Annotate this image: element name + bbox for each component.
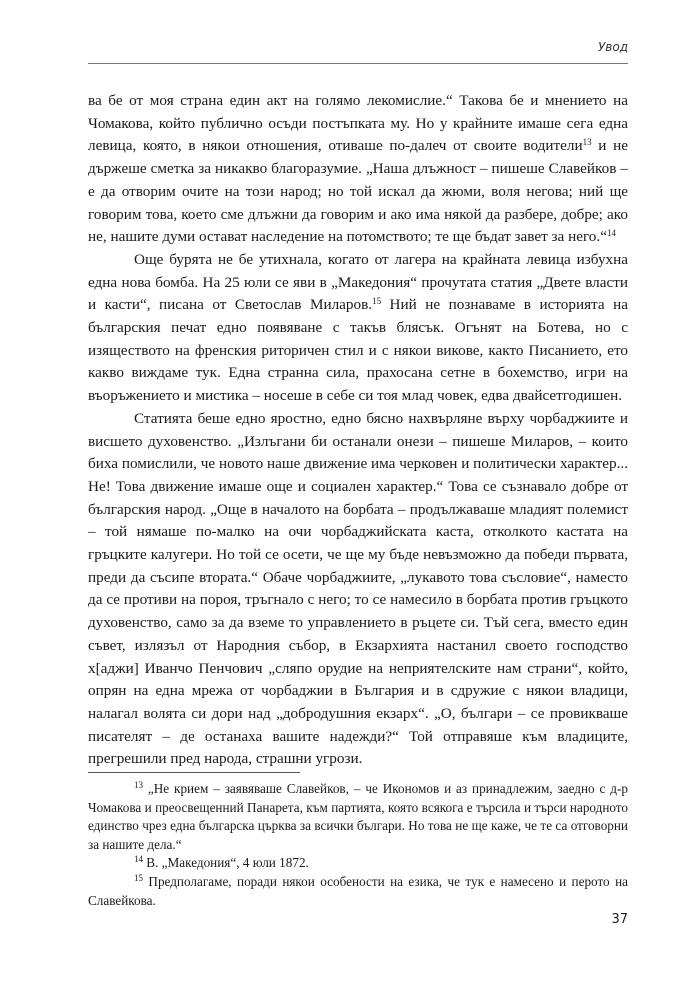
running-head: Увод — [597, 40, 628, 54]
paragraph-2-part-b: Ний не познаваме в историята на българския печат едно появяване с такъв блясък. Огънят на Ботева, но с изяществото на френския риторичен стил и с някои викове, както Писанието, ето какво виждаме тук. Една странна сила, прахосана сетне в бохемство, игри на въоръжението и мистика – носеше в себе си тоя млад човек, едва двайсетгодишен. — [88, 296, 628, 405]
footnote-number: 15 — [134, 872, 143, 883]
footnotes — [88, 780, 628, 910]
footnote-13 — [88, 780, 628, 854]
footnote-15 — [88, 873, 628, 910]
header-rule — [88, 63, 628, 64]
main-text — [88, 90, 628, 771]
footnote-text: В. „Македония“, 4 юли 1872. — [143, 855, 309, 871]
footnote-text: „Не крием – заявяваше Славейков, – че Икономов и аз принадлежим, заедно с д-р Чомакова и преосвещенний Панарета, към партията, която всякога е търсила и търси народното единство чрез една българска църква за всички българи. Но това не ще каже, че те са отговорни за нашите дела.“ — [88, 781, 628, 852]
footnote-separator — [88, 772, 300, 773]
paragraph-1-part-b: и не държеше сметка за никакво благоразумие. „Наша длъжност – пишеше Славейков – е да отворим очите на този народ; но той искал да жюми, воля негова; ний ще говорим това, което сме длъжни да говорим и ако има някой да разбере, добре; ако не, нашите думи остават наследение на потомството; те ще бъдат завет за него.“ — [88, 137, 629, 246]
footnote-number: 14 — [134, 854, 143, 865]
paragraph-3: Статията беше едно яростно, едно бясно нахвърляне върху чорбаджиите и висшето духовенство. „Излъгани би останали онези – пишеше Миларов, – които биха помислили, че новото наше движение има черковен и политически характер... Не! Това движение имаше още и социален характер.“ Това се съзнавало добре от българския народ. „Още в началото на борбата – продължаваше младият полемист – той нямаше по-малко на очи чорбаджийската каста, отколкото кастата на гръцките калугери. Но той се осети, че ще му бъде невъзможно да победи първата, преди да съсипе втората.“ Обаче чорбаджиите, „лукавото това съсловие“, наместо да се противи на пороя, тръгнало с него; то се намесило в борбата против гръцкото духовенство, само за да вземе то управлението в ръцете си. Тъй сега, вместо един съвет, излязъл от Народния събор, в Екзархията настанил своето господство х[аджи] Иванчо Пенчович „сляпо орудие на неприятелските нам страни“, който, опрян на една мрежа от чорбаджии в България и в сдружие с някои владици, налагал волята си дори над „добродушния екзарх“. „О, българи – се провикваше писателят – де останаха вашите надежди?“ Той отправяше към владиците, прегрешили пред народа, страшни угрози. — [88, 409, 628, 768]
page-number: 37 — [611, 912, 628, 927]
paragraph-2 — [88, 249, 628, 408]
footnote-number: 13 — [134, 780, 143, 790]
paragraph-1 — [88, 90, 628, 249]
footnote-ref-13: 13 — [582, 137, 592, 148]
footnote-text: Предполагаме, поради някои особености на езика, че тук е намесено и перото на Славейкова. — [88, 873, 628, 908]
footnote-ref-15: 15 — [372, 296, 382, 307]
paragraph-2-part-a: Още бурята не бе утихнала, когато от лагера на крайната левица избухна една нова бомба. На 25 юли се яви в „Македония“ прочутата статия „Двете власти и касти“, писана от Светослав Миларов. — [88, 250, 628, 314]
paragraph-1-part-a: ва бе от моя страна един акт на голямо лекомислие.“ Такова бе и мнението на Чомакова, който публично осъди постъпката му. Но у крайните имаше сега една левица, която, в някои отношения, отиваше по-далеч от своите водители — [88, 92, 628, 155]
footnote-14 — [88, 854, 628, 873]
footnote-ref-14: 14 — [606, 228, 616, 239]
